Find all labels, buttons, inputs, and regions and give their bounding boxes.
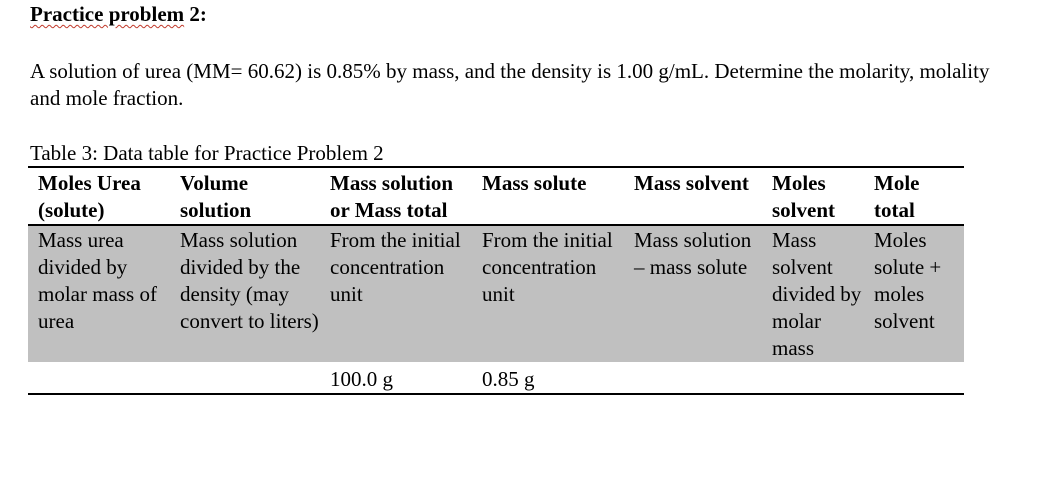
problem-heading (30, 2, 207, 27)
desc-mole-total: Moles solute + moles solvent (864, 225, 964, 362)
desc-mass-solvent: Mass solution – mass solute (624, 225, 762, 362)
value-moles-solvent (762, 362, 864, 394)
value-mass-solvent (624, 362, 762, 394)
data-table (28, 166, 964, 395)
problem-statement: A solution of urea (MM= 60.62) is 0.85% by mass, and the density is 1.00 g/mL. Determine the molarity, molality and mole fraction. (30, 59, 990, 110)
desc-moles-solvent: Mass solvent divided by molar mass (762, 225, 864, 362)
header-mass-solute: Mass solute (482, 171, 587, 195)
header-mole-total: Mole total (874, 171, 920, 222)
value-mass-solution: 100.0 g (330, 367, 393, 391)
value-mass-solute: 0.85 g (482, 367, 535, 391)
table-header-row (28, 167, 964, 225)
value-moles-urea (28, 362, 170, 394)
header-moles-solvent: Moles solvent (772, 171, 835, 222)
header-mass-solution: Mass solution or Mass total (330, 171, 454, 222)
desc-mass-solute: From the initial concentration unit (472, 225, 624, 362)
header-mass-solvent: Mass solvent (634, 171, 749, 195)
value-mole-total (864, 362, 964, 394)
value-volume-solution (170, 362, 320, 394)
table-values-row (28, 362, 964, 394)
desc-volume-solution: Mass solution divided by the density (may convert to liters) (170, 225, 320, 362)
header-moles-urea: Moles Urea (solute) (38, 171, 141, 222)
desc-moles-urea: Mass urea divided by molar mass of urea (28, 225, 170, 362)
problem-heading-number: 2: (184, 2, 207, 26)
desc-mass-solution: From the initial concentration unit (320, 225, 472, 362)
table-caption: Table 3: Data table for Practice Problem 2 (30, 141, 384, 165)
header-volume-solution: Volume solution (180, 171, 252, 222)
problem-heading-label: Practice problem (30, 2, 185, 26)
table-description-row (28, 225, 964, 362)
